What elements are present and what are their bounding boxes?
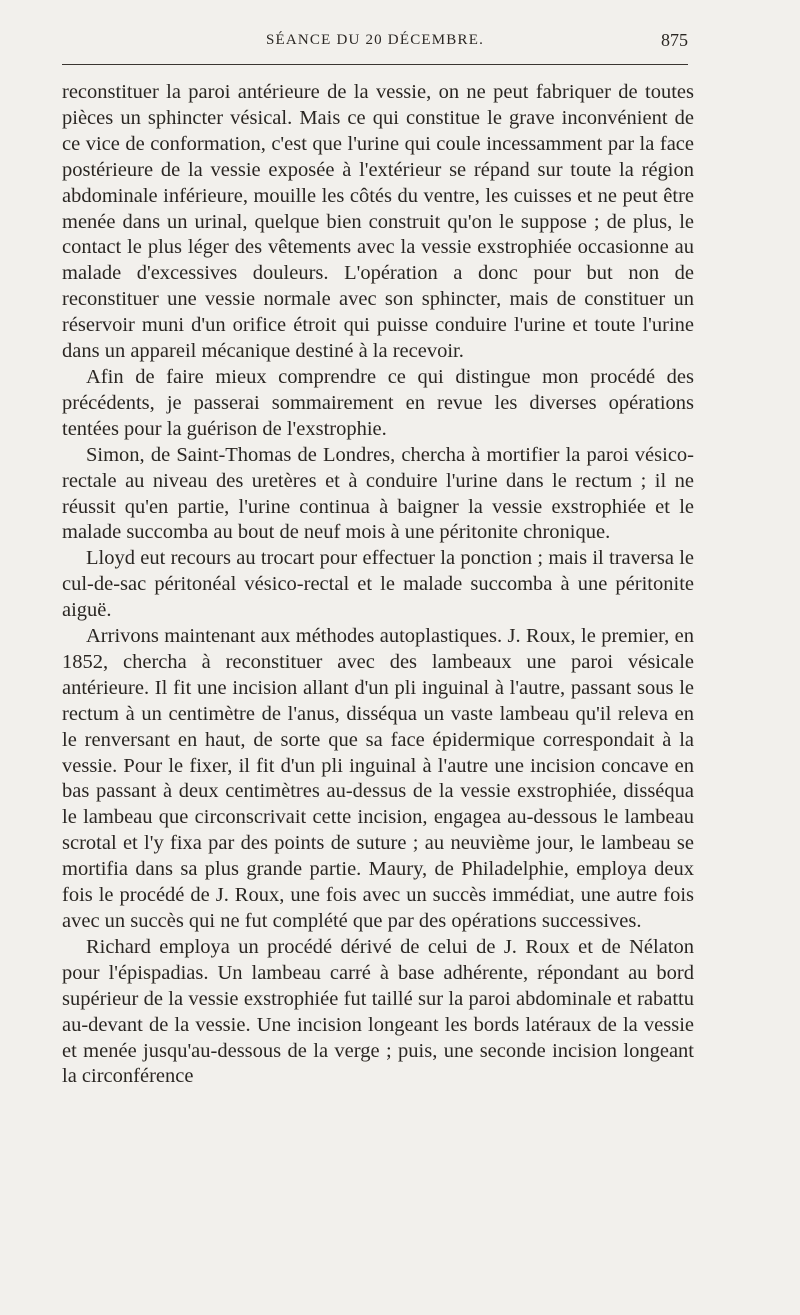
paragraph: Arrivons maintenant aux méthodes autoplastiques. J. Roux, le premier, en 1852, chercha à reconstituer avec des lambeaux une paroi vésicale antérieure. Il fit une incision allant d'un pli inguinal à l'autre, passant sous le rectum à un centimètre de l'anus, disséqua un vaste lambeau qu'il releva en le renversant en haut, de sorte que sa face épidermique correspondait à la vessie. Pour le fixer, il fit d'un pli inguinal à l'autre une incision concave en bas passant à deux centimètres au-dessus de la vessie exstrophiée, disséqua le lambeau que circonscrivait cette incision, engagea au-dessous le lambeau scrotal et l'y fixa par des points de suture ; au neuvième jour, le lambeau se mortifia dans sa plus grande partie. Maury, de Philadelphie, employa deux fois le procédé de J. Roux, une fois avec un succès immédiat, une autre fois avec un succès qui ne fut complété que par des opérations successives. (62, 625, 694, 932)
paragraph: Lloyd eut recours au trocart pour effectuer la ponction ; mais il traversa le cul-de-sac péritonéal vésico-rectal et le malade succomba à une péritonite aiguë. (62, 547, 694, 622)
page-header (62, 30, 688, 56)
body-text (62, 80, 694, 1090)
page-number: 875 (661, 30, 688, 50)
paragraph: Richard employa un procédé dérivé de celui de J. Roux et de Nélaton pour l'épispadias. Un lambeau carré à base adhérente, répondant au bord supérieur de la vessie exstrophiée fut taillé sur la paroi abdominale et rabattu au-devant de la vessie. Une incision longeant les bords latéraux de la vessie et menée jusqu'au-dessous de la verge ; puis, une seconde incision longeant la circonférence (62, 935, 694, 1088)
running-head: SÉANCE DU 20 DÉCEMBRE. (265, 32, 485, 48)
paragraph-continued: reconstituer la paroi antérieure de la vessie, on ne peut fabriquer de toutes pièces un sphincter vésical. Mais ce qui constitue le grave inconvénient de ce vice de conformation, c'est que l'urine qui coule incessamment par la face postérieure de la vessie exposée à l'extérieur se répand sur toute la région abdominale inférieure, mouille les côtés du ventre, les cuisses et ne peut être menée dans un urinal, quelque bien construit qu'on le suppose ; de plus, le contact le plus léger des vêtements avec la vessie exstrophiée occasionne au malade d'excessives douleurs. L'opération a donc pour but non de reconstituer une vessie normale avec son sphincter, mais de constituer un réservoir muni d'un orifice étroit qui puisse conduire l'urine et toute l'urine dans un appareil mécanique destiné à la recevoir. (62, 81, 694, 363)
paragraph: Afin de faire mieux comprendre ce qui distingue mon procédé des précédents, je passerai sommairement en revue les diverses opérations tentées pour la guérison de l'exstrophie. (62, 365, 694, 440)
paragraph: Simon, de Saint-Thomas de Londres, chercha à mortifier la paroi vésico-rectale au niveau des uretères et à conduire l'urine dans le rectum ; il ne réussit qu'en partie, l'urine continua à baigner la vessie exstrophiée et le malade succomba au bout de neuf mois à une péritonite chronique. (62, 443, 694, 544)
header-rule (62, 64, 688, 65)
